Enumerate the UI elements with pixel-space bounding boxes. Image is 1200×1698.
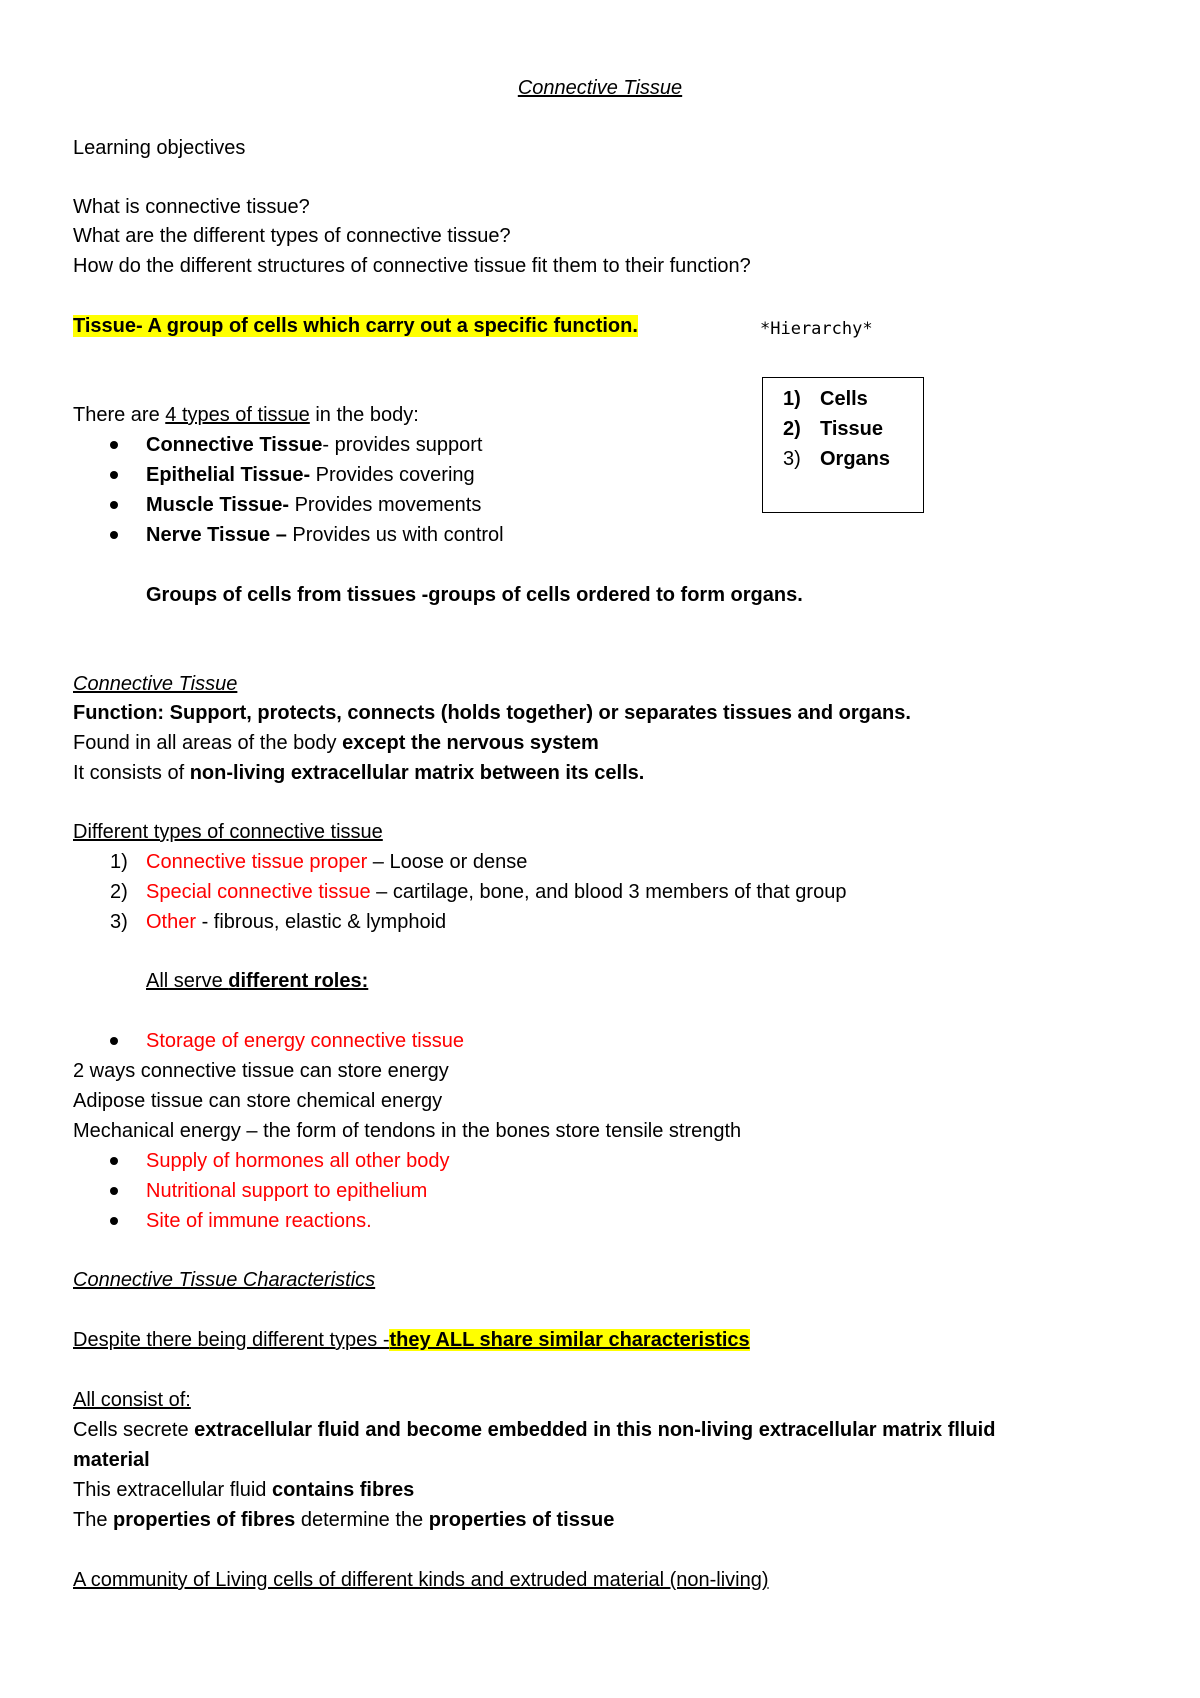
tissue-type-item: Muscle Tissue- Provides movements: [146, 494, 482, 516]
groups-note: Groups of cells from tissues -groups of cells ordered to form organs.: [146, 584, 803, 606]
consists-line: It consists of non-living extracellular matrix between its cells.: [73, 762, 645, 784]
function-line: Function: Support, protects, connects (holds together) or separates tissues and organs.: [73, 702, 911, 724]
found-line: Found in all areas of the body except the nervous system: [73, 732, 599, 754]
role-item: Nutritional support to epithelium: [146, 1180, 428, 1202]
connective-type-item: Connective tissue proper – Loose or dense: [146, 851, 528, 873]
connective-type-item: Other - fibrous, elastic & lymphoid: [146, 911, 447, 933]
hierarchy-number: 2): [783, 418, 801, 440]
bullet-icon: [110, 441, 118, 449]
storage-line: Adipose tissue can store chemical energy: [73, 1090, 443, 1112]
hierarchy-number: 1): [783, 388, 801, 410]
consist-heading: All consist of:: [73, 1389, 191, 1411]
bullet-icon: [110, 501, 118, 509]
hierarchy-label: *Hierarchy*: [760, 319, 873, 339]
cells-line-continued: material: [73, 1449, 150, 1471]
storage-line: Mechanical energy – the form of tendons in the bones store tensile strength: [73, 1120, 742, 1142]
list-number: 3): [110, 911, 128, 933]
tissue-type-item: Epithelial Tissue- Provides covering: [146, 464, 475, 486]
bullet-icon: [110, 1037, 118, 1045]
role-item: Storage of energy connective tissue: [146, 1030, 464, 1052]
properties-line: The properties of fibres determine the properties of tissue: [73, 1509, 615, 1531]
list-number: 1): [110, 851, 128, 873]
fluid-line: This extracellular fluid contains fibres: [73, 1479, 415, 1501]
tissue-type-item: Connective Tissue- provides support: [146, 434, 483, 456]
hierarchy-item: Tissue: [820, 418, 883, 440]
role-item: Site of immune reactions.: [146, 1210, 372, 1232]
bullet-icon: [110, 471, 118, 479]
bullet-icon: [110, 1187, 118, 1195]
hierarchy-number: 3): [783, 448, 801, 470]
bullet-icon: [110, 531, 118, 539]
section-heading: Connective Tissue Characteristics: [73, 1269, 376, 1291]
hierarchy-item: Organs: [820, 448, 891, 470]
types-intro: There are 4 types of tissue in the body:: [73, 404, 419, 426]
tissue-type-item: Nerve Tissue – Provides us with control: [146, 524, 504, 546]
learning-objectives-heading: Learning objectives: [73, 137, 246, 159]
storage-line: 2 ways connective tissue can store energy: [73, 1060, 449, 1082]
connective-type-item: Special connective tissue – cartilage, bone, and blood 3 members of that group: [146, 881, 847, 903]
types-heading: Different types of connective tissue: [73, 821, 383, 843]
objective-question: What is connective tissue?: [73, 196, 310, 218]
section-heading: Connective Tissue: [73, 673, 238, 695]
hierarchy-item: Cells: [820, 388, 868, 410]
bullet-icon: [110, 1157, 118, 1165]
despite-line: Despite there being different types -they ALL share similar characteristics: [73, 1329, 750, 1351]
objective-question: What are the different types of connective tissue?: [73, 225, 511, 247]
roles-heading: All serve different roles:: [146, 970, 369, 992]
cells-line: Cells secrete extracellular fluid and become embedded in this non-living extracellular matrix flluid: [73, 1419, 996, 1441]
page-title: Connective Tissue: [517, 77, 683, 99]
role-item: Supply of hormones all other body: [146, 1150, 450, 1172]
community-line: A community of Living cells of different kinds and extruded material (non-living): [73, 1569, 769, 1591]
objective-question: How do the different structures of connective tissue fit them to their function?: [73, 255, 751, 277]
bullet-icon: [110, 1217, 118, 1225]
list-number: 2): [110, 881, 128, 903]
tissue-definition: Tissue- A group of cells which carry out a specific function.: [73, 315, 638, 337]
